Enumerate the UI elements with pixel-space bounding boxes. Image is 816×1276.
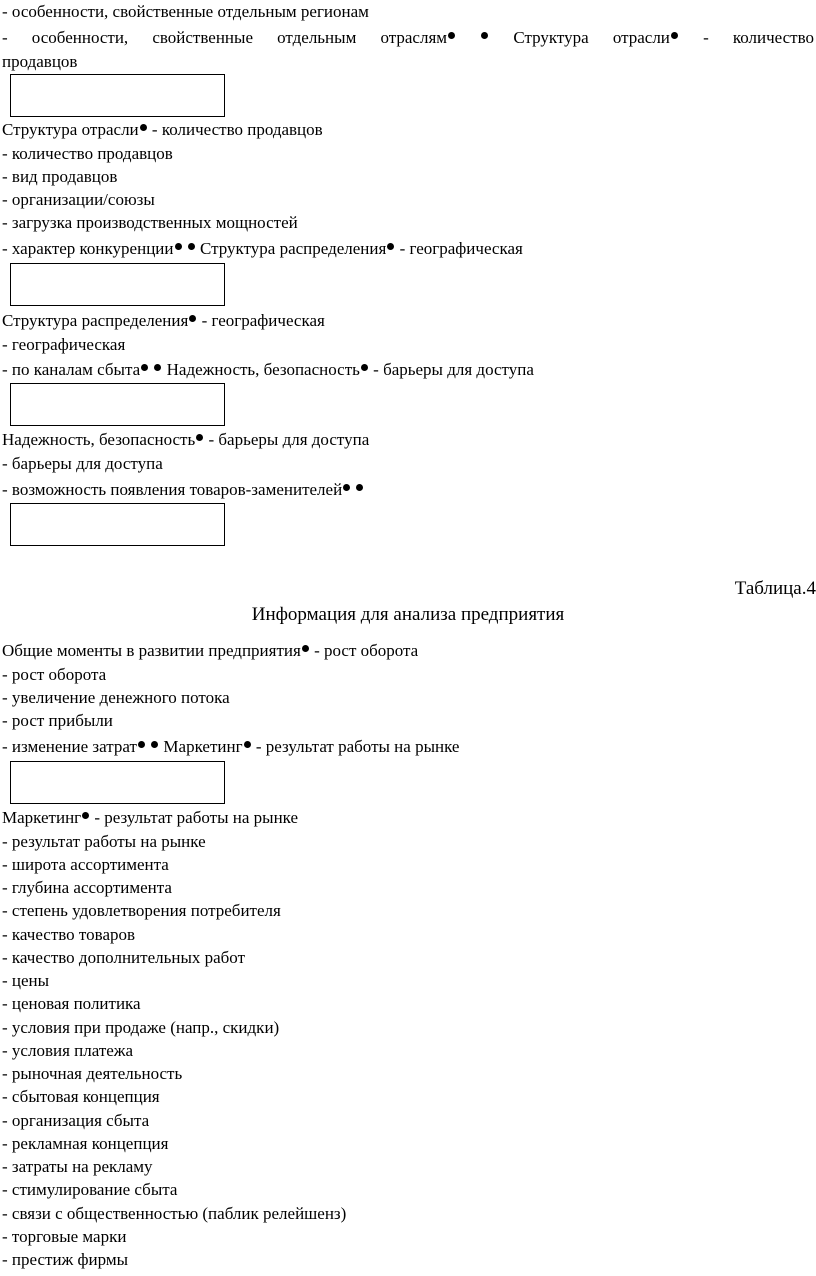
line-text: Общие моменты в развитии предприятия [2, 641, 301, 660]
line-text: Надежность, безопасность [166, 360, 360, 379]
list-item: - цены [2, 971, 50, 990]
bullet-icon [141, 364, 148, 371]
list-item: - престиж фирмы [2, 1250, 129, 1269]
text-line [2, 454, 163, 474]
empty-box [10, 383, 225, 426]
bullet-icon [140, 124, 147, 131]
line-text: Маркетинг [2, 808, 82, 827]
empty-box [10, 263, 225, 306]
list-item: - рост оборота [2, 665, 107, 684]
list-item: - условия платежа [2, 1041, 134, 1060]
list-item: - сбытовая концепция [2, 1087, 160, 1106]
list-item: - количество продавцов [2, 144, 173, 163]
empty-box [10, 761, 225, 804]
bullet-icon [154, 364, 161, 371]
line-text: - результат работы на рынке [90, 808, 299, 827]
list-item: - результат работы на рынке [2, 832, 206, 851]
text-line [2, 213, 298, 233]
bullet-icon [82, 812, 89, 819]
list-item: - организация сбыта [2, 1111, 150, 1130]
list-item: - торговые марки [2, 1227, 127, 1246]
text-line [2, 480, 364, 500]
line-text: - географическая [197, 311, 325, 330]
list-item: - затраты на рекламу [2, 1157, 153, 1176]
text-line [2, 335, 125, 355]
list-item: - степень удовлетворения потребителя [2, 901, 281, 920]
line-text: Надежность, безопасность [2, 430, 196, 449]
bullet-icon [361, 364, 368, 371]
list-item: - рыночная деятельность [2, 1064, 183, 1083]
line-text: - по каналам сбыта [2, 360, 141, 379]
text-line [2, 688, 230, 708]
list-item: - широта ассортимента [2, 855, 169, 874]
empty-box [10, 503, 225, 546]
line-text: - результат работы на рынке [251, 737, 460, 756]
text-line [2, 430, 369, 450]
empty-box [10, 74, 225, 117]
line-text: Маркетинг [163, 737, 243, 756]
text-line [2, 120, 323, 140]
line-text: Структура отрасли [513, 28, 670, 47]
line-text: - характер конкуренции [2, 239, 174, 258]
bullet-icon [448, 32, 455, 39]
bullet-icon [189, 315, 196, 322]
list-item: - увеличение денежного потока [2, 688, 230, 707]
bullet-icon [671, 32, 678, 39]
line-text: Структура отрасли [2, 120, 139, 139]
text-line [2, 144, 173, 164]
bullet-icon [387, 243, 394, 250]
table-label: Таблица.4 [734, 578, 816, 599]
list-item: - рекламная концепция [2, 1134, 169, 1153]
list-item: - условия при продаже (напр., скидки) [2, 1018, 280, 1037]
bullet-icon [343, 484, 350, 491]
list-item: - качество дополнительных работ [2, 948, 246, 967]
text-line [2, 665, 106, 685]
list-item: - ценовая политика [2, 994, 141, 1013]
text-line [2, 360, 534, 380]
list-item: - глубина ассортимента [2, 878, 172, 897]
list-item: - стимулирование сбыта [2, 1180, 178, 1199]
list-item: - рост прибыли [2, 711, 113, 730]
line-text: - особенности, свойственные отдельным отраслям [2, 28, 448, 47]
text-line [2, 2, 369, 22]
text-line [2, 711, 113, 731]
text-line [2, 167, 117, 187]
text-line [2, 28, 814, 48]
text-line [2, 190, 155, 210]
list-item: - связи с общественностью (паблик релейшенз) [2, 1204, 347, 1223]
line-text: Структура распределения [2, 311, 189, 330]
list-item: - качество товаров [2, 925, 136, 944]
bullet-icon [138, 741, 145, 748]
line-text: - барьеры для доступа [368, 360, 534, 379]
text-line [2, 737, 459, 757]
bullet-icon [196, 434, 203, 441]
line-text: - рост оборота [309, 641, 419, 660]
line-text: - возможность появления товаров-заменителей [2, 480, 343, 499]
line-text: Структура распределения [200, 239, 387, 258]
bullet-icon [188, 243, 195, 250]
line-text: - барьеры для доступа [2, 454, 163, 473]
line-text: - количество [703, 28, 815, 47]
bullet-icon [302, 645, 309, 652]
line-text: - географическая [395, 239, 523, 258]
table-title: Информация для анализа предприятия [251, 604, 565, 625]
list-item: - организации/союзы [2, 190, 155, 209]
bullet-icon [175, 243, 182, 250]
text-line [2, 239, 523, 259]
text-line [2, 52, 77, 72]
list-item: - вид продавцов [2, 167, 118, 186]
line-text: - барьеры для доступа [204, 430, 370, 449]
text-line [2, 808, 298, 828]
bullet-icon [151, 741, 158, 748]
bullet-icon [244, 741, 251, 748]
bullet-icon [356, 484, 363, 491]
list-item: - загрузка производственных мощностей [2, 213, 298, 232]
text-line [2, 311, 325, 331]
line-text: - географическая [2, 335, 126, 354]
text-line [2, 641, 418, 661]
line-text: - изменение затрат [2, 737, 137, 756]
line-text: - особенности, свойственные отдельным регионам [2, 2, 369, 21]
line-text: продавцов [2, 52, 78, 71]
line-text: - количество продавцов [147, 120, 323, 139]
bullet-icon [481, 32, 488, 39]
